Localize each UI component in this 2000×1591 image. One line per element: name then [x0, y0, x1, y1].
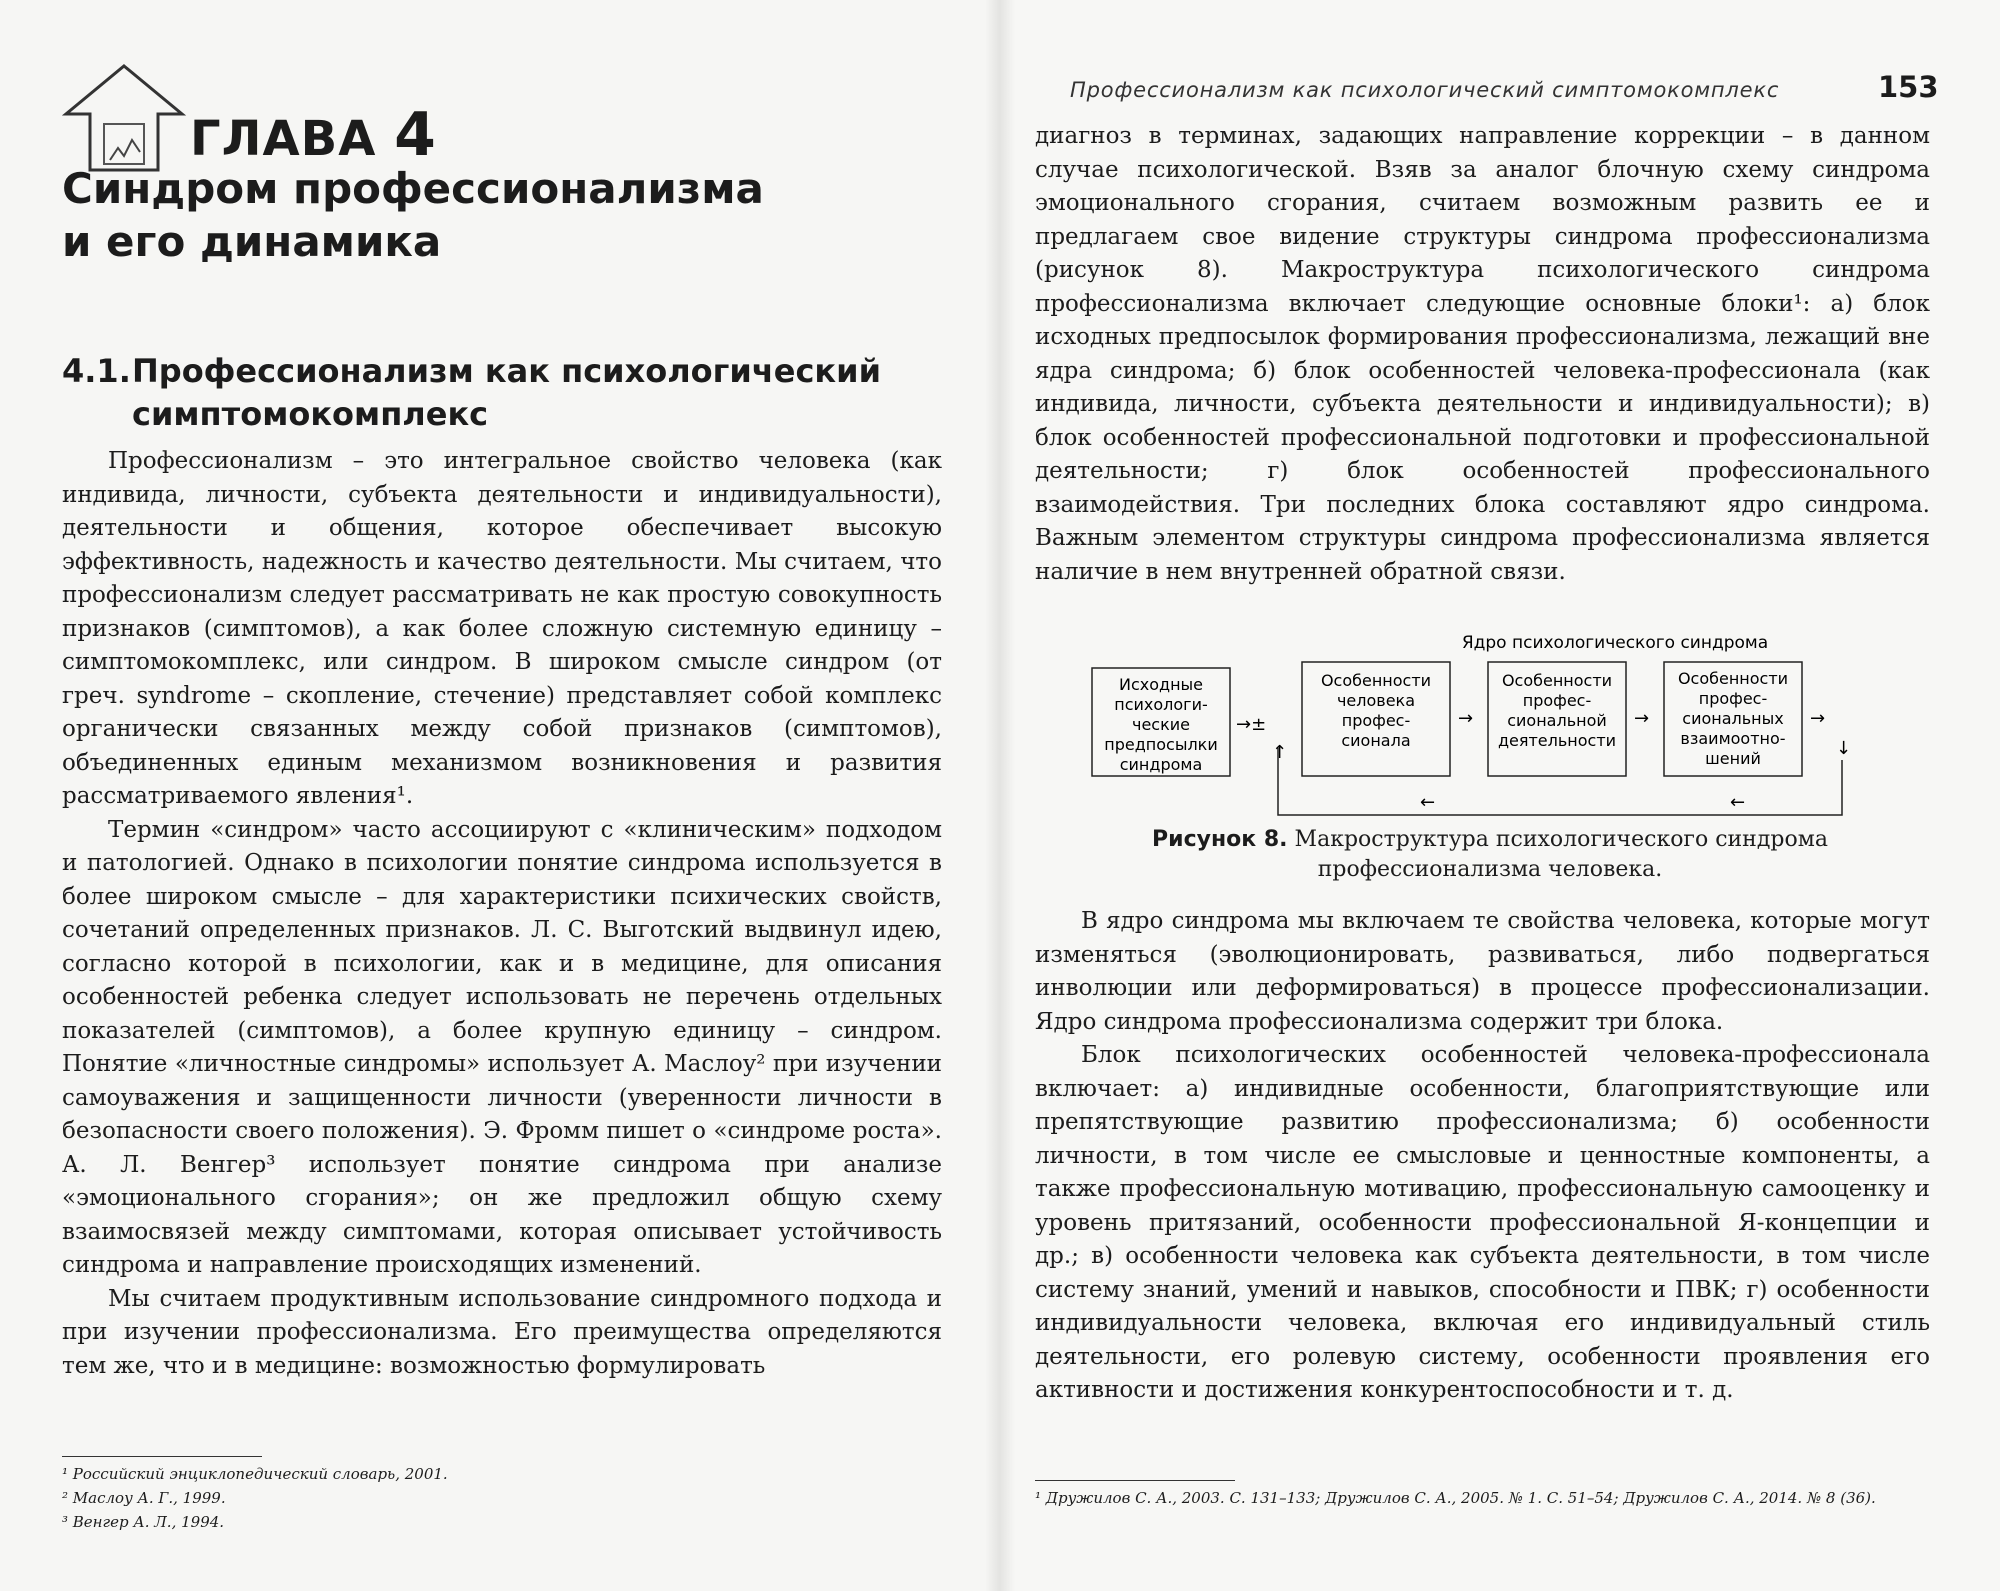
paragraph: Блок психологических особенностей человека-профессионала включает: а) индивидные особенности, благоприятствующие или препятствующие развитию профессионализма; б) особенности личности, в том числе ее смысловые и ценностные компоненты, а также профессиональную мотивацию, профессиональную самооценку и уровень притязаний, особенности профессиональной Я-концепции и др.; в) особенности человека как субъекта деятельности, в том числе систему знаний, умений и навыков, способности и ПВК; г) особенности индивидуальности человека, включая его индивидуальный стиль деятельности, его ролевую систему, особенности проявления его активности и достижения конкурентоспособности и т. д. — [1035, 1042, 1930, 1403]
book-gutter — [985, 0, 1015, 1591]
block1-line: предпосылки — [1104, 735, 1218, 754]
arrow-down-icon: ↓ — [1836, 738, 1852, 759]
section-title — [62, 350, 962, 436]
block4-line: сиональных — [1682, 709, 1784, 728]
block1-line: психологи- — [1114, 695, 1208, 714]
block3-line: профес- — [1522, 691, 1592, 710]
caption-line2: профессионализма человека. — [1317, 857, 1663, 882]
arrow-right-icon: → — [1634, 708, 1650, 729]
block2-line: профес- — [1341, 711, 1411, 730]
right-body-text-top — [1035, 120, 1930, 589]
chapter-title — [62, 162, 764, 268]
chapter-title-line1: Синдром профессионализма — [62, 164, 764, 213]
figure-caption — [1040, 825, 1940, 885]
arrow-right-icon: → — [1810, 708, 1826, 729]
block4-line: взаимоотно- — [1680, 729, 1786, 748]
arrow-left-icon: ← — [1730, 792, 1746, 813]
chapter-number: 4 — [394, 100, 437, 170]
block4-line: Особенности — [1677, 669, 1789, 688]
footnote-rule — [62, 1456, 262, 1457]
section-number: 4.1. — [62, 352, 131, 390]
block-diagram — [1040, 630, 1940, 820]
paragraph: Мы считаем продуктивным использование синдромного подхода и при изучении профессионализма. Его преимущества определяются тем же, что и в медицине: возможностью формулировать — [62, 1285, 942, 1379]
footnote: ³ Венгер А. Л., 1994. — [62, 1513, 225, 1531]
block4-line: шений — [1705, 749, 1761, 768]
footnotes — [62, 1462, 448, 1534]
caption-line1: Макроструктура психологического синдрома — [1294, 827, 1828, 852]
paragraph: диагноз в терминах, задающих направление коррекции – в данном случае психологической. Взяв за аналог блочную схему синдрома эмоционального сгорания, считаем возможным развить ее и предлагаем свое видение структуры синдрома профессионализма (рисунок 8). Макроструктура психологического синдрома профессионализма включает следующие основные блоки¹: а) блок исходных предпосылок формирования профессионализма, лежащий вне ядра синдрома; б) блок особенностей человека-профессионала (как индивида, личности, субъекта деятельности и индивидуальности); в) блок особенностей профессиональной подготовки и профессиональной деятельности; г) блок особенностей профессионального взаимодействия. Три последних блока составляют ядро синдрома. Важным элементом структуры синдрома профессионализма является наличие в нем внутренней обратной связи. — [1035, 123, 1930, 585]
caption-label: Рисунок 8. — [1152, 827, 1288, 852]
block1-line: Исходные — [1118, 675, 1204, 694]
block4-line: профес- — [1698, 689, 1768, 708]
block3-line: деятельности — [1497, 731, 1617, 750]
block3-line: Особенности — [1501, 671, 1613, 690]
page-number: 153 — [1878, 70, 1939, 104]
footnote: ¹ Дружилов С. А., 2003. С. 131–133; Дружилов С. А., 2005. № 1. С. 51–54; Дружилов С. А., 2014. № 8 (36). — [1035, 1489, 1876, 1507]
footnote: ¹ Российский энциклопедический словарь, 2001. — [62, 1465, 448, 1483]
block1-line: синдрома — [1119, 755, 1203, 774]
block3-line: сиональной — [1507, 711, 1607, 730]
block1-line: ческие — [1132, 715, 1190, 734]
figure-8-diagram — [1040, 630, 1940, 885]
core-label: Ядро психологического синдрома — [1461, 633, 1769, 653]
section-title-line1: Профессионализм как психологический — [132, 352, 881, 390]
chapter-label: ГЛАВА 4 — [190, 100, 437, 170]
paragraph: Термин «синдром» часто ассоциируют с «клиническим» подходом и патологией. Однако в психологии понятие синдрома используется в более широком смысле – для характеристики психических свойств, сочетаний определенных признаков. Л. С. Выготский выдвинул идею, согласно которой в психологии, как и в медицине, для описания особенностей ребенка следует использовать не перечень отдельных показателей (симптомов), а более крупную единицу – синдром. Понятие «личностные синдромы» использует А. Маслоу² при изучении самоуважения и защищенности личности (уверенности личности в безопасности своего положения). Э. Фромм пишет о «синдроме роста». А. Л. Венгер³ использует понятие синдрома при анализе «эмоционального сгорания»; он же предложил общую схему взаимосвязей между симптомами, которая описывает устойчивость синдрома и направление происходящих изменений. — [62, 816, 942, 1278]
block2-line: сионала — [1341, 731, 1411, 750]
right-page — [1000, 0, 2000, 1591]
left-body-text — [62, 445, 942, 1383]
arrow-left-icon: ← — [1420, 792, 1436, 813]
running-head: Профессионализм как психологический симптомокомплекс — [1070, 78, 1780, 102]
house-arrow-icon — [62, 62, 187, 177]
section-title-line2: симптомокомплекс — [132, 395, 489, 433]
arrow-plusminus-icon: →± — [1236, 714, 1267, 735]
paragraph: В ядро синдрома мы включаем те свойства человека, которые могут изменяться (эволюционировать, развиваться, либо подвергаться инволюции или деформироваться) в процессе профессионализации. Ядро синдрома профессионализма содержит три блока. — [1035, 908, 1930, 1035]
footnote-rule — [1035, 1480, 1235, 1481]
arrow-right-icon: → — [1458, 708, 1474, 729]
paragraph: Профессионализм – это интегральное свойство человека (как индивида, личности, субъекта деятельности и индивидуальности), деятельности и общения, которое обеспечивает высокую эффективность, надежность и качество деятельности. Мы считаем, что профессионализм следует рассматривать не как простую совокупность признаков (симптомов), а как более сложную системную единицу – симптомокомплекс, или синдром. В широком смысле синдром (от греч. syndrome – скопление, стечение) представляет собой комплекс органически связанных между собой признаков (симптомов), объединенных единым механизмом возникновения и развития рассматриваемого явления¹. — [62, 448, 942, 809]
footnote: ² Маслоу А. Г., 1999. — [62, 1489, 226, 1507]
right-body-text-bottom — [1035, 905, 1930, 1408]
footnotes — [1035, 1486, 1915, 1510]
block2-line: Особенности — [1320, 671, 1432, 690]
block2-line: человека — [1336, 691, 1416, 710]
arrow-up-icon: ↑ — [1272, 742, 1288, 763]
chapter-title-line2: и его динамика — [62, 217, 442, 266]
